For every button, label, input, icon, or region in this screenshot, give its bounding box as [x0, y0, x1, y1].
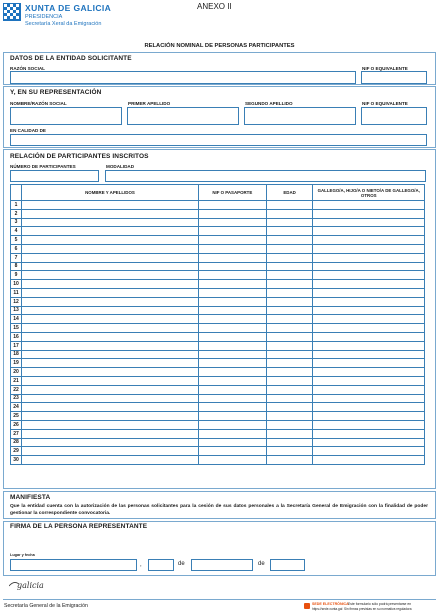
name-cell[interactable] [21, 385, 198, 394]
name-cell[interactable] [21, 412, 198, 421]
age-cell[interactable] [266, 376, 313, 385]
age-cell[interactable] [266, 341, 313, 350]
name-cell[interactable] [21, 447, 198, 456]
origin-cell[interactable] [313, 368, 425, 377]
name-cell[interactable] [21, 288, 198, 297]
modality-label: MODALIDAD [106, 164, 135, 169]
nif-cell[interactable] [198, 218, 266, 227]
table-row [11, 236, 425, 245]
row-number: 7 [11, 253, 22, 262]
participant-count-label: NÚMERO DE PARTICIPANTES [10, 164, 76, 169]
annex-label: ANEXO II [197, 2, 232, 11]
table-row [11, 376, 425, 385]
name-cell[interactable] [21, 297, 198, 306]
place-date-label: Lugar y fecha [10, 553, 35, 557]
name-cell[interactable] [21, 253, 198, 262]
nif-cell[interactable] [198, 201, 266, 210]
org-department: Secretaría Xeral da Emigración [25, 21, 102, 27]
age-cell[interactable] [266, 447, 313, 456]
entity-nif-field[interactable] [361, 71, 427, 84]
razon-social-field[interactable] [10, 71, 356, 84]
name-cell[interactable] [21, 315, 198, 324]
nif-cell[interactable] [198, 209, 266, 218]
origin-cell[interactable] [313, 271, 425, 280]
participant-count-field[interactable] [10, 170, 99, 182]
form-title: RELACIÓN NOMINAL DE PERSONAS PARTICIPANTES [144, 43, 295, 49]
sede-url[interactable]: https://sede.xunta.gal [312, 607, 343, 611]
age-cell[interactable] [266, 350, 313, 359]
name-cell[interactable] [21, 394, 198, 403]
name-cell[interactable] [21, 236, 198, 245]
sede-block [304, 602, 437, 614]
table-row [11, 218, 425, 227]
nif-cell[interactable] [198, 332, 266, 341]
row-number: 3 [11, 218, 22, 227]
table-row [11, 324, 425, 333]
table-row [11, 315, 425, 324]
origin-cell[interactable] [313, 420, 425, 429]
age-cell[interactable] [266, 227, 313, 236]
table-row [11, 201, 425, 210]
nif-cell[interactable] [198, 412, 266, 421]
row-number: 26 [11, 420, 22, 429]
age-cell[interactable] [266, 288, 313, 297]
name-cell[interactable] [21, 332, 198, 341]
origin-cell[interactable] [313, 332, 425, 341]
origin-cell[interactable] [313, 359, 425, 368]
origin-cell[interactable] [313, 385, 425, 394]
name-cell[interactable] [21, 209, 198, 218]
table-row [11, 359, 425, 368]
age-cell[interactable] [266, 306, 313, 315]
table-row [11, 456, 425, 465]
table-row [11, 332, 425, 341]
de-separator-2: de [258, 561, 265, 567]
origin-cell[interactable] [313, 394, 425, 403]
nif-cell[interactable] [198, 262, 266, 271]
origin-cell[interactable] [313, 288, 425, 297]
galicia-logo-text: galicia [17, 581, 44, 590]
name-cell[interactable] [21, 403, 198, 412]
razon-social-label: RAZÓN SOCIAL [10, 66, 45, 71]
row-number: 1 [11, 201, 22, 210]
origin-cell[interactable] [313, 253, 425, 262]
row-number: 14 [11, 315, 22, 324]
nif-cell[interactable] [198, 297, 266, 306]
row-number: 4 [11, 227, 22, 236]
sede-text: Este formulario sólo podrá presentarse en [348, 602, 412, 606]
age-cell[interactable] [266, 280, 313, 289]
name-cell[interactable] [21, 306, 198, 315]
table-row [11, 412, 425, 421]
table-row [11, 341, 425, 350]
age-cell[interactable] [266, 385, 313, 394]
rep-nif-field[interactable] [361, 107, 427, 125]
age-cell[interactable] [266, 236, 313, 245]
signature-title: FIRMA DE LA PERSONA REPRESENTANTE [10, 523, 148, 530]
table-row [11, 403, 425, 412]
col-origin: GALLEGO/A, HIJO/A O NIETO/A DE GALLEGO/A, OTROS [313, 185, 425, 201]
first-surname-label: PRIMER APELLIDO [128, 101, 171, 106]
name-cell[interactable] [21, 376, 198, 385]
nif-cell[interactable] [198, 438, 266, 447]
name-cell[interactable] [21, 350, 198, 359]
nif-cell[interactable] [198, 280, 266, 289]
name-cell[interactable] [21, 227, 198, 236]
row-number: 27 [11, 429, 22, 438]
origin-cell[interactable] [313, 429, 425, 438]
row-number: 17 [11, 341, 22, 350]
name-cell[interactable] [21, 438, 198, 447]
row-number: 6 [11, 244, 22, 253]
nif-cell[interactable] [198, 227, 266, 236]
nif-cell[interactable] [198, 315, 266, 324]
row-number: 19 [11, 359, 22, 368]
month-field[interactable] [191, 559, 253, 571]
row-number: 29 [11, 447, 22, 456]
second-surname-label: SEGUNDO APELLIDO [245, 101, 293, 106]
nif-cell[interactable] [198, 420, 266, 429]
origin-cell[interactable] [313, 350, 425, 359]
table-row [11, 394, 425, 403]
age-cell[interactable] [266, 209, 313, 218]
table-row [11, 350, 425, 359]
nif-cell[interactable] [198, 429, 266, 438]
comma-separator: , [140, 562, 142, 568]
name-cell[interactable] [21, 201, 198, 210]
nif-cell[interactable] [198, 394, 266, 403]
row-number: 10 [11, 280, 22, 289]
origin-cell[interactable] [313, 209, 425, 218]
age-cell[interactable] [266, 201, 313, 210]
manifest-title: MANIFIESTA [10, 494, 51, 501]
table-row [11, 385, 425, 394]
col-age: EDAD [266, 185, 313, 201]
nif-cell[interactable] [198, 456, 266, 465]
age-cell[interactable] [266, 394, 313, 403]
origin-cell[interactable] [313, 280, 425, 289]
row-number: 24 [11, 403, 22, 412]
nif-cell[interactable] [198, 385, 266, 394]
age-cell[interactable] [266, 324, 313, 333]
footer-divider [3, 599, 436, 600]
table-row [11, 306, 425, 315]
row-number: 18 [11, 350, 22, 359]
origin-cell[interactable] [313, 306, 425, 315]
age-cell[interactable] [266, 420, 313, 429]
col-number [11, 185, 22, 201]
origin-cell[interactable] [313, 262, 425, 271]
capacity-label: EN CALIDAD DE [10, 128, 46, 133]
de-separator-1: de [178, 561, 185, 567]
origin-cell[interactable] [313, 201, 425, 210]
first-surname-field[interactable] [127, 107, 239, 125]
age-cell[interactable] [266, 403, 313, 412]
col-nif: NIF O PASAPORTE [198, 185, 266, 201]
row-number: 30 [11, 456, 22, 465]
table-row [11, 438, 425, 447]
name-cell[interactable] [21, 429, 198, 438]
age-cell[interactable] [266, 359, 313, 368]
participants-section-title: RELACIÓN DE PARTICIPANTES INSCRITOS [10, 153, 149, 160]
name-cell[interactable] [21, 218, 198, 227]
age-cell[interactable] [266, 262, 313, 271]
nif-cell[interactable] [198, 253, 266, 262]
modality-field[interactable] [105, 170, 426, 182]
table-row [11, 271, 425, 280]
name-cell[interactable] [21, 368, 198, 377]
row-number: 22 [11, 385, 22, 394]
xunta-logo-icon [3, 3, 21, 21]
age-cell[interactable] [266, 412, 313, 421]
table-row [11, 209, 425, 218]
nif-cell[interactable] [198, 244, 266, 253]
nif-cell[interactable] [198, 341, 266, 350]
age-cell[interactable] [266, 297, 313, 306]
name-cell[interactable] [21, 456, 198, 465]
origin-cell[interactable] [313, 456, 425, 465]
age-cell[interactable] [266, 429, 313, 438]
sede-text-2: Sin firmas previstas en su normativa reguladora [344, 607, 412, 611]
sede-label: SEDE ELECTRÓNICA [312, 602, 349, 606]
year-field[interactable] [270, 559, 305, 571]
age-cell[interactable] [266, 456, 313, 465]
table-row [11, 262, 425, 271]
origin-cell[interactable] [313, 341, 425, 350]
org-unit: PRESIDENCIA [25, 14, 63, 20]
row-number: 11 [11, 288, 22, 297]
entity-section-title: DATOS DE LA ENTIDAD SOLICITANTE [10, 55, 132, 62]
row-number: 23 [11, 394, 22, 403]
rep-name-field[interactable] [10, 107, 122, 125]
name-cell[interactable] [21, 280, 198, 289]
table-row [11, 288, 425, 297]
age-cell[interactable] [266, 315, 313, 324]
entity-nif-label: NIF O EQUIVALENTE [362, 66, 408, 71]
age-cell[interactable] [266, 253, 313, 262]
table-row [11, 297, 425, 306]
origin-cell[interactable] [313, 403, 425, 412]
table-row [11, 447, 425, 456]
manifest-text: Que la entidad cuenta con la autorización de las personas solicitantes para la cesión de sus datos personales a la Secretaría General de Emigración con la finalidad de poder gestionar la correspondiente convocatoria. [10, 504, 428, 516]
origin-cell[interactable] [313, 447, 425, 456]
table-row [11, 280, 425, 289]
name-cell[interactable] [21, 324, 198, 333]
row-number: 25 [11, 412, 22, 421]
table-row [11, 244, 425, 253]
nif-cell[interactable] [198, 368, 266, 377]
age-cell[interactable] [266, 332, 313, 341]
table-row [11, 253, 425, 262]
galicia-logo [9, 579, 49, 593]
nif-cell[interactable] [198, 403, 266, 412]
day-field[interactable] [148, 559, 174, 571]
name-cell[interactable] [21, 420, 198, 429]
nif-cell[interactable] [198, 288, 266, 297]
capacity-field[interactable] [10, 134, 427, 146]
footer-left-text: Secretaría General de la Emigración [4, 603, 88, 609]
rep-name-label: NOMBRE/RAZÓN SOCIAL [10, 101, 67, 106]
row-number: 13 [11, 306, 22, 315]
origin-cell[interactable] [313, 297, 425, 306]
org-name: XUNTA DE GALICIA [25, 3, 112, 13]
nif-cell[interactable] [198, 350, 266, 359]
origin-cell[interactable] [313, 438, 425, 447]
age-cell[interactable] [266, 271, 313, 280]
nif-cell[interactable] [198, 376, 266, 385]
representation-section-title: Y, EN SU REPRESENTACIÓN [10, 89, 102, 96]
name-cell[interactable] [21, 271, 198, 280]
row-number: 8 [11, 262, 22, 271]
table-row [11, 420, 425, 429]
age-cell[interactable] [266, 244, 313, 253]
participants-table [10, 184, 425, 465]
age-cell[interactable] [266, 368, 313, 377]
row-number: 9 [11, 271, 22, 280]
second-surname-field[interactable] [244, 107, 356, 125]
place-field[interactable] [10, 559, 137, 571]
table-row [11, 227, 425, 236]
origin-cell[interactable] [313, 376, 425, 385]
origin-cell[interactable] [313, 412, 425, 421]
nif-cell[interactable] [198, 236, 266, 245]
row-number: 15 [11, 324, 22, 333]
name-cell[interactable] [21, 244, 198, 253]
row-number: 20 [11, 368, 22, 377]
origin-cell[interactable] [313, 315, 425, 324]
name-cell[interactable] [21, 359, 198, 368]
origin-cell[interactable] [313, 218, 425, 227]
origin-cell[interactable] [313, 244, 425, 253]
nif-cell[interactable] [198, 447, 266, 456]
row-number: 28 [11, 438, 22, 447]
row-number: 16 [11, 332, 22, 341]
row-number: 2 [11, 209, 22, 218]
origin-cell[interactable] [313, 227, 425, 236]
table-row [11, 368, 425, 377]
nif-cell[interactable] [198, 359, 266, 368]
nif-cell[interactable] [198, 324, 266, 333]
name-cell[interactable] [21, 262, 198, 271]
age-cell[interactable] [266, 438, 313, 447]
rep-nif-label: NIF O EQUIVALENTE [362, 101, 408, 106]
col-name: NOMBRE Y APELLIDOS [21, 185, 198, 201]
origin-cell[interactable] [313, 324, 425, 333]
sede-icon [304, 603, 310, 609]
origin-cell[interactable] [313, 236, 425, 245]
table-row [11, 429, 425, 438]
age-cell[interactable] [266, 218, 313, 227]
row-number: 5 [11, 236, 22, 245]
table-header-row [11, 185, 425, 201]
row-number: 12 [11, 297, 22, 306]
row-number: 21 [11, 376, 22, 385]
nif-cell[interactable] [198, 306, 266, 315]
nif-cell[interactable] [198, 271, 266, 280]
name-cell[interactable] [21, 341, 198, 350]
